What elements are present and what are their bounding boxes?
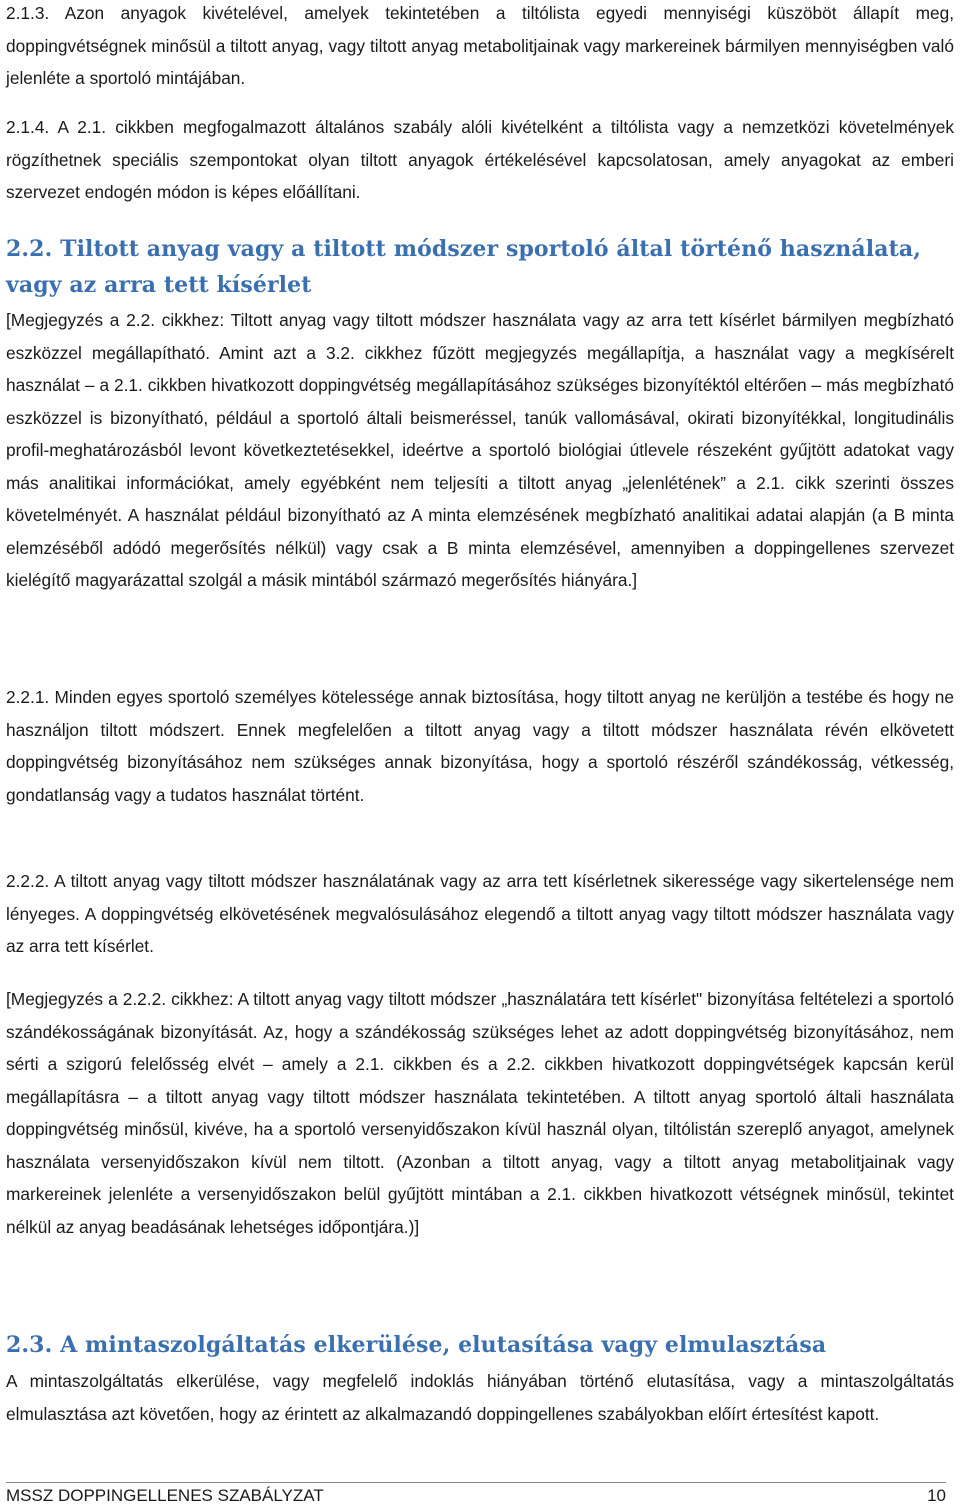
paragraph-2-1-3: 2.1.3. Azon anyagok kivételével, amelyek tekintetében a tiltólista egyedi mennyiségi küszöböt állapít meg, doppingvétségnek minősül a tiltott anyag, vagy tiltott anyag metabolitjainak vagy markereinek bármilyen mennyiségben való jelenléte a sportoló mintájában. [6, 3, 954, 88]
heading-2-2: 2.2. Tiltott anyag vagy a tiltott módszer sportoló által történő használata, vagy az arra tett kísérlet [6, 236, 921, 298]
paragraph-2-1-4: 2.1.4. A 2.1. cikkben megfogalmazott általános szabály alóli kivételként a tiltólista vagy a nemzetközi követelmények rögzíthetnek speciális szempontokat olyan tiltott anyagok értékelésével kapcsolatosan, amely anyagokat az emberi szervezet endogén módon is képes előállítani. [6, 117, 954, 202]
page-footer [6, 1482, 946, 1507]
heading-2-3: 2.3. A mintaszolgáltatás elkerülése, elutasítása vagy elmulasztása [6, 1332, 827, 1358]
paragraph-2-2-2: 2.2.2. A tiltott anyag vagy tiltott módszer használatának vagy az arra tett kísérletnek sikeressége vagy sikertelensége nem lényeges. A doppingvétség elkövetésének megvalósulásához elegendő a tiltott anyag vagy tiltott módszer használata vagy az arra tett kísérlet. [6, 871, 954, 956]
footer-title: MSSZ DOPPINGELLENES SZABÁLYZAT [6, 1486, 324, 1505]
paragraph-2-3: A mintaszolgáltatás elkerülése, vagy megfelelő indoklás hiányában történő elutasítása, vagy a mintaszolgáltatás elmulasztása azt követően, hogy az érintett az alkalmazandó doppingellenes szabályokban előírt értesítést kapott. [6, 1371, 954, 1424]
note-2-2-2: [Megjegyzés a 2.2.2. cikkhez: A tiltott anyag vagy tiltott módszer „használatára tett kísérlet" bizonyítása feltételezi a sportoló szándékosságának bizonyítását. Az, hogy a szándékosság szükséges lehet az adott doppingvétség bizonyításához, nem sérti a szigorú felelősség elvét – amely a 2.1. cikkben és a 2.2. cikkben hivatkozott doppingvétségek kapcsán kerül megállapításra – a tiltott anyag vagy tiltott módszer használata tekintetében. A tiltott anyag sportoló általi használata doppingvétség minősül, kivéve, ha a sportoló versenyidőszakon kívül használ olyan, tiltólistán szereplő anyagot, amelynek használata versenyidőszakon kívül nem tiltott. (Azonban a tiltott anyag, vagy a tiltott anyag metabolitjainak vagy markereinek jelenléte a versenyidőszakon belül gyűjtött mintában a 2.1. cikkben hivatkozott vétségnek minősül, tekintet nélkül az anyag beadásának lehetséges időpontjára.)] [6, 989, 954, 1237]
note-2-2: [Megjegyzés a 2.2. cikkhez: Tiltott anyag vagy tiltott módszer használata vagy az arra tett kísérlet bármilyen megbízható eszközzel megállapítható. Amint azt a 3.2. cikkhez fűzött megjegyzés megállapítja, a használat vagy a megkísérelt használat – a 2.1. cikkben hivatkozott doppingvétség megállapításához szükséges bizonyítéktól eltérően – más megbízható eszközzel is bizonyítható, például a sportoló általi beismeréssel, tanúk vallomásával, okirati bizonyítékkal, longitudinális profil-meghatározásból levont következtetésekkel, ideértve a sportoló biológiai útlevele részeként gyűjtött adatokat vagy más analitikai információkat, amely egyébként nem teljesíti a tiltott anyag „jelenlétének” a 2.1. cikk szerinti összes követelményét. A használat például bizonyítható az A minta elemzésének megbízható analitikai adatai alapján (a B minta elemzéséből adódó megerősítés nélkül) vagy csak a B minta elemzésével, amennyiben a doppingellenes szervezet kielégítő magyarázattal szolgál a másik mintából származó megerősítés hiányára.] [6, 310, 954, 590]
page-number: 10 [927, 1486, 946, 1505]
paragraph-2-2-1: 2.2.1. Minden egyes sportoló személyes kötelessége annak biztosítása, hogy tiltott anyag ne kerüljön a testébe és hogy ne használjon tiltott módszert. Ennek megfelelően a tiltott anyag vagy a tiltott módszer használata révén elkövetett doppingvétség bizonyításához nem szükséges annak bizonyítása, hogy a sportoló részéről szándékosság, vétkesség, gondatlanság vagy a tudatos használat történt. [6, 687, 954, 805]
